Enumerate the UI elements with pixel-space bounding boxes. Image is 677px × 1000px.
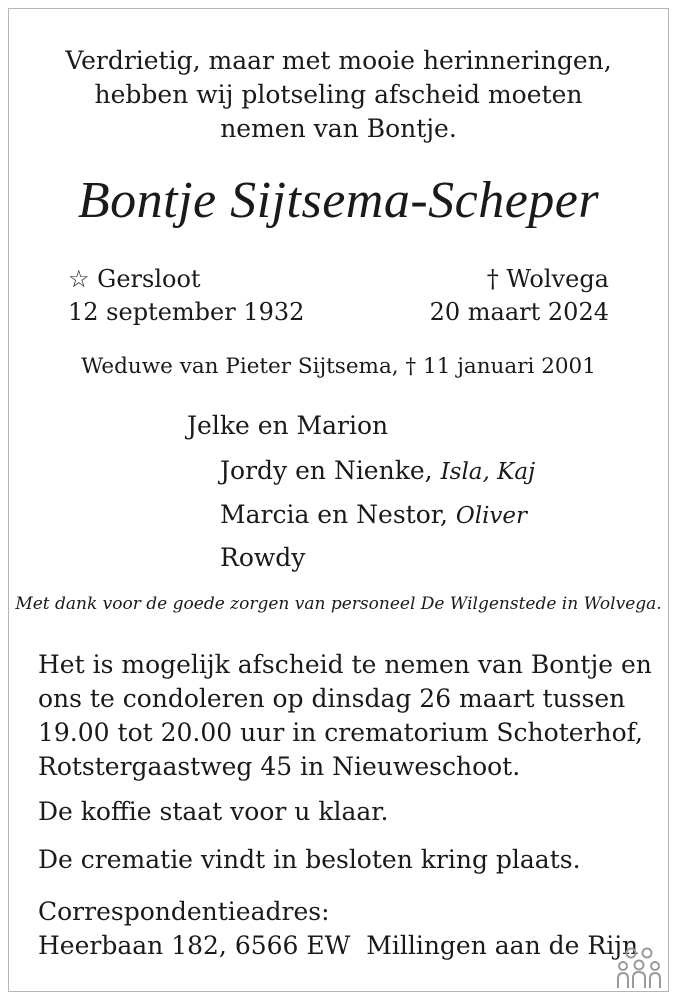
family-child-line [220, 541, 305, 575]
birth-date: 12 september 1932 [68, 298, 305, 326]
intro-line: Verdrietig, maar met mooie herinneringen, [65, 46, 612, 75]
address-line [38, 929, 638, 963]
people-group-icon [617, 944, 661, 990]
family-parent: Jelke en Marion [187, 411, 389, 440]
intro-text [0, 44, 677, 146]
address-label: Correspondentieadres: [38, 897, 330, 926]
family-child-line [220, 498, 527, 533]
death-place-line [430, 263, 609, 296]
birth-info [68, 263, 304, 329]
intro-line: hebben wij plotseling afscheid moeten [94, 80, 583, 109]
death-place: Wolvega [506, 265, 609, 293]
coffee-line: De koffie staat voor u klaar. [38, 797, 389, 826]
widow-line: Weduwe van Pieter Sijtsema, † 11 januari 2001 [81, 354, 596, 379]
family-child-line [220, 454, 535, 489]
family-child-names: Rowdy [220, 543, 306, 572]
address-street: Heerbaan 182, 6566 EW [38, 931, 351, 960]
death-date: 20 maart 2024 [429, 298, 609, 326]
condolence-line: Rotstergaastweg 45 in Nieuweschoot. [38, 752, 521, 781]
family-child-names: Marcia en Nestor, [220, 500, 448, 529]
condolence-line: 19.00 tot 20.00 uur in crematorium Schoterhof, [38, 718, 643, 747]
condolence-paragraph [38, 648, 652, 784]
thanks-line: Met dank voor de goede zorgen van personeel De Wilgenstede in Wolvega. [15, 594, 662, 614]
address-city: Millingen aan de Rijn [366, 931, 639, 960]
intro-line: nemen van Bontje. [220, 114, 457, 143]
star-icon: ☆ [68, 265, 90, 293]
birth-place: Gersloot [97, 265, 201, 293]
family-child-names: Jordy en Nienke, [220, 456, 433, 485]
condolence-line: ons te condoleren op dinsdag 26 maart tussen [38, 684, 626, 713]
condolence-line: Het is mogelijk afscheid te nemen van Bontje en [38, 650, 652, 679]
grandchildren-names: Oliver [455, 503, 528, 529]
cross-icon: † [486, 265, 499, 293]
grandchildren-names: Isla, Kaj [440, 459, 536, 485]
address-block [38, 895, 638, 963]
death-info [430, 263, 609, 329]
birth-place-line [68, 263, 304, 296]
deceased-name: Bontje Sijtsema-Scheper [77, 172, 600, 229]
cremation-line: De crematie vindt in besloten kring plaats. [38, 845, 581, 874]
